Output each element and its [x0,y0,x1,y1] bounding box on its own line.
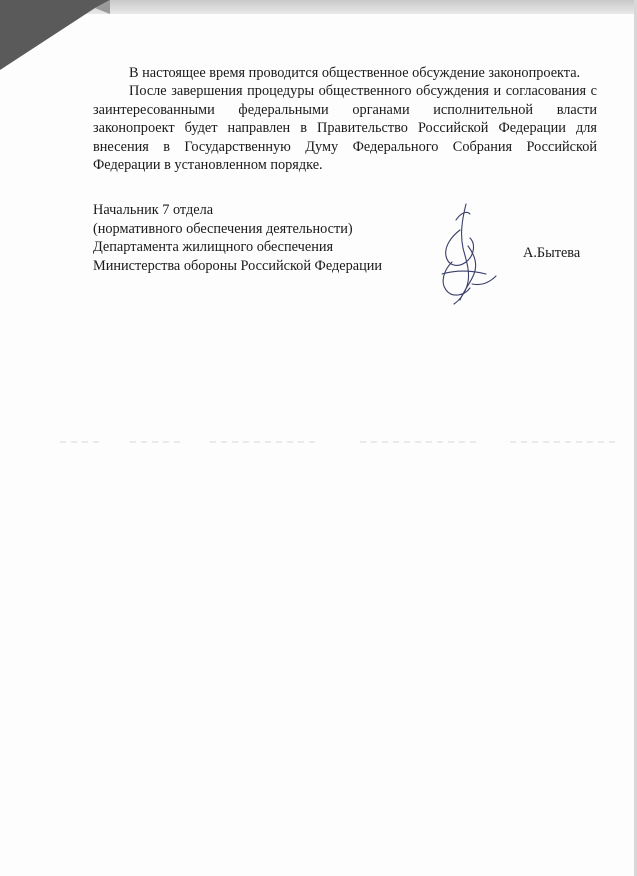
scan-artifact-line [60,440,620,444]
signatory-title-line: Департамента жилищного обеспечения [93,239,334,256]
handwritten-signature [430,200,500,312]
scan-corner-shadow [0,0,110,70]
signatory-title-line: (нормативного обеспечения деятельности) [93,220,353,237]
paragraph-public-discussion: В настоящее время проводится общественное обсуждение законопроекта. [129,65,581,81]
signatory-title-line: Министерства обороны Российской Федерации [93,257,383,274]
signatory-title-line: Начальник 7 отдела [93,202,214,218]
signatory-title [93,201,382,275]
signer-name: А.Бытева [523,245,581,261]
paragraph-next-steps: После завершения процедуры общественного обсуждения и согласования с заинтересованными федеральными органами исполнительной власти законопроект будет направлен в Правительство Российской Федерации для внесения в Государственную Думу Федерального Собрания Российской Федерации в установленном порядке. [93,83,597,174]
